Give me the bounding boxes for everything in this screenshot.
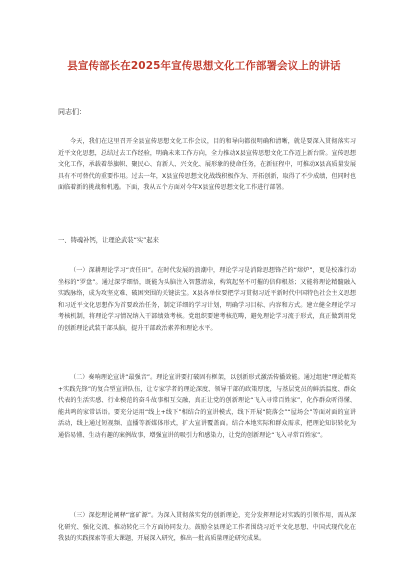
greeting: 同志们： — [58, 108, 86, 116]
section-heading: 一、铸魂补钙，让理论武装“实”起来 — [58, 237, 159, 244]
paragraph-3: （三）深挖理论阐释“富矿源”。为深入贯彻落实党的创新理论，充分发挥理论对实践的引领作用，需从深化研究、强化交流、推动转化三个方面协同发力。鼓励全县理论工作者围绕习近平文化思想、中国式现代化在我县的实践探索等重大课题，开展深入研究，推出一批高质量理论研究成果。 — [58, 512, 356, 543]
paragraph-1: （一）深耕理论学习“责任田”。在时代发展的浪潮中，理论学习是消除思想锋芒的“熔炉”，更是校准行动坐标的“罗盘”。通过深学细悟，既能为头脑注入智慧清泉，构筑起坚不可摧的信仰根基；又能将理论精髓融入实践脉络，成为攻坚克难、破困突围的关键法宝。X县各单位要把学习贯彻习近平新时代中国特色社会主义思想和习近平文化思想作为首要政治任务，制定详细的学习计划，明确学习目标、内容和方式。建立健全理论学习考核机制，将理论学习情况纳入干部绩效考核。党组织要建考核范畴，避免理论学习流于形式，真正做到用党的创新理论武装干部头脑，提升干部政治素养和理论水平。 — [58, 267, 356, 332]
paragraph-2: （二）奏响理论宣讲“最强音”。理论宣讲要打破固有框架，以创新形式激活传播效能。通过组建“理论精英+实践先锋”的复合型宣讲队伍，让专家学者的理论深度、领导干部的政策厚度，与基层党员的鲜活温度、群众代表的生活实感、行业模范的奋斗故事相互交融，真正让党的创新理论“飞入寻常百姓家”，化作群众听得懂、能共鸣的家常话语。要充分运用“线上+线下”相结合的宣讲模式，线下开展“院落会”“屋场会”等面对面的宣讲活动，线上通过短视频、直播等新媒体形式，扩大宣讲覆盖面。结合本地实际和群众需求，把理论知识转化为通俗易懂、生动有趣的案例故事，增强宣讲的吸引力和感染力，让党的创新理论“飞入寻常百姓家”。 — [58, 374, 356, 439]
document-title: 县宣传部长在2025年宣传思想文化工作部署会议上的讲话 — [67, 60, 341, 72]
intro-paragraph: 今天，我们在这里召开全县宣传思想文化工作会议，目的和导向都很明确和清晰，就是要深入贯彻落实习近平文化思想，总结过去工作经验，明确未来工作方向，全力推动X县宣传思想文化工作迈上新台阶。宣传思想文化工作，承载着举旗帜、聚民心、育新人、兴文化、展形象的使命任务，在新征程中，可推动X县高质量发展具有不可替代的重要作用。过去一年，X县宣传思想文化战线积极作为、开拓创新，取得了不少成绩，但同时也面临着新的挑战和机遇。下面，我从五个方面对今年X县宣传思想文化工作进行部署。 — [58, 138, 356, 192]
